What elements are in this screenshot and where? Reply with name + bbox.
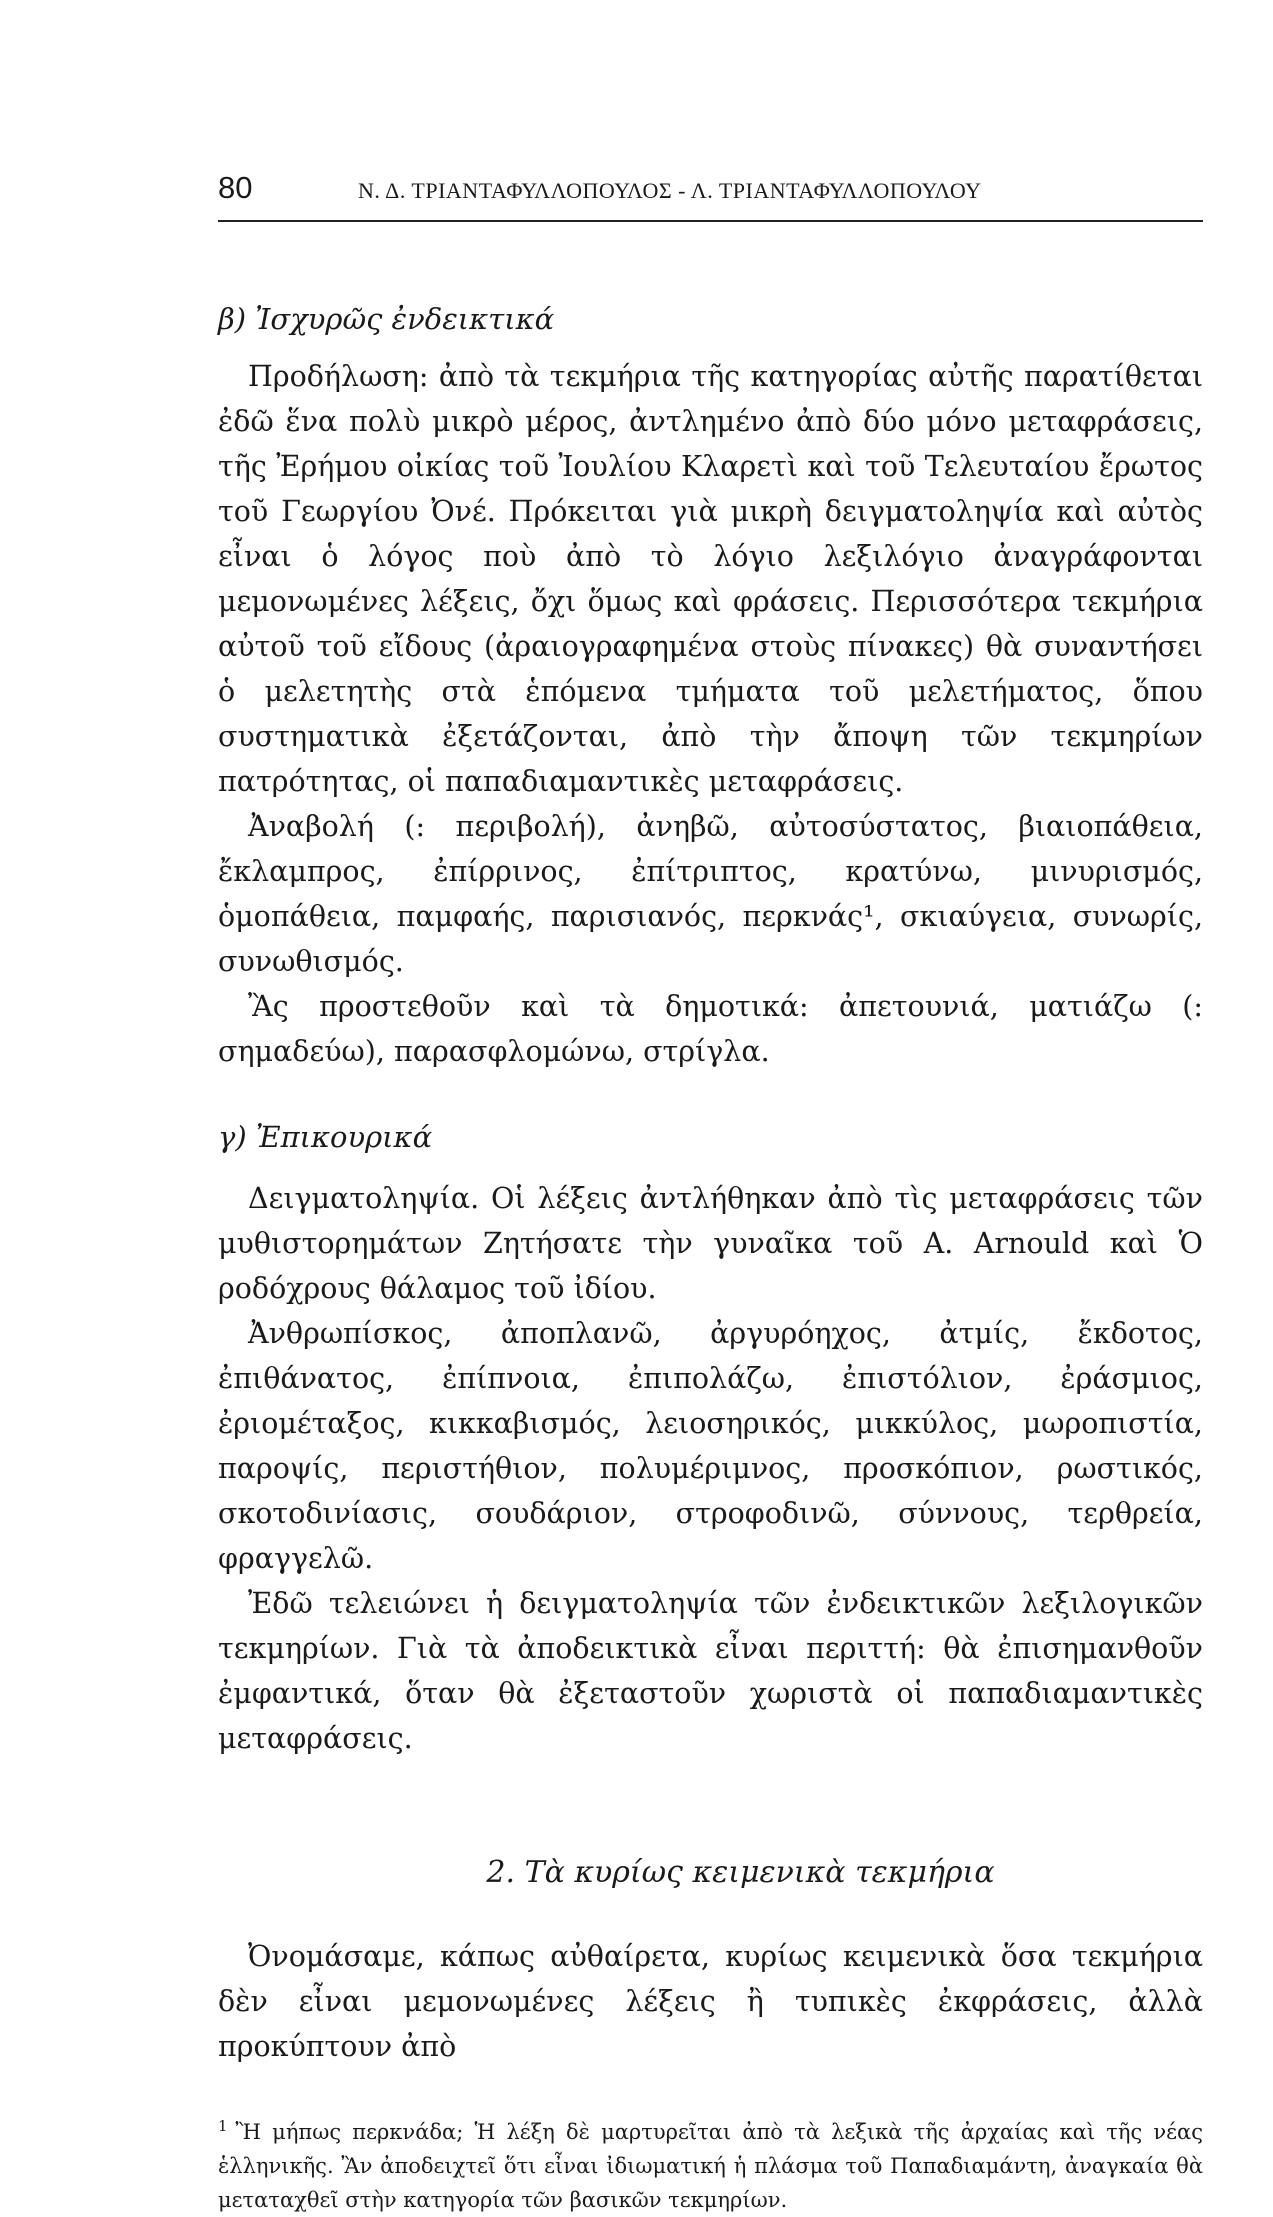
paragraph-g-2: Ἀνθρωπίσκος, ἀποπλανῶ, ἀργυρόηχος, ἀτμίς, ἔκδοτος, ἐπιθάνατος, ἐπίπνοια, ἐπιπολάζω, ἐπιστόλιον, ἐράσμιος, ἐριομέταξος, κικκαβισμός, λειοσηρικός, μικκύλος, μωροπιστία, παροψίς, περιστήθιον, πολυμέριμνος, προσκόπιον, ρωστικός, σκοτοδινίασις, σουδάριον, στροφοδινῶ, σύννους, τερθρεία, φραγγελῶ.: [218, 1317, 1203, 1575]
paragraph-2-1: Ὀνομάσαμε, κάπως αὐθαίρετα, κυρίως κειμενικὰ ὅσα τεκμήρια δὲν εἶναι μεμονωμένες λέξεις ἢ τυπικὲς ἐκφράσεις, ἀλλὰ προκύπτουν ἀπὸ: [218, 1940, 1203, 2063]
book-page: [218, 170, 1203, 2217]
paragraph-b-1: Προδήλωση: ἀπὸ τὰ τεκμήρια τῆς κατηγορίας αὐτῆς παρατίθεται ἐδῶ ἕνα πολὺ μικρὸ μέρος, ἀντλημένο ἀπὸ δύο μόνο μεταφράσεις, τῆς Ἐρήμου οἰκίας τοῦ Ἰουλίου Κλαρετὶ καὶ τοῦ Τελευταίου ἔρωτος τοῦ Γεωργίου Ὀνέ. Πρόκειται γιὰ μικρὴ δειγματοληψία καὶ αὐτὸς εἶναι ὁ λόγος ποὺ ἀπὸ τὸ λόγιο λεξιλόγιο ἀναγράφονται μεμονωμένες λέξεις, ὄχι ὅμως καὶ φράσεις. Περισσότερα τεκμήρια αὐτοῦ τοῦ εἴδους (ἀραιογραφημένα στοὺς πίνακες) θὰ συναντήσει ὁ μελετητὴς στὰ ἑπόμενα τμήματα τοῦ μελετήματος, ὅπου συστηματικὰ ἐξετάζονται, ἀπὸ τὴν ἄποψη τῶν τεκμηρίων πατρότητας, οἱ παπαδιαμαντικὲς μεταφράσεις.: [218, 360, 1203, 798]
paragraph-g-3: Ἐδῶ τελειώνει ἡ δειγματοληψία τῶν ἐνδεικτικῶν λεξιλογικῶν τεκμηρίων. Γιὰ τὰ ἀποδεικτικὰ εἶναι περιττή: θὰ ἐπισημανθοῦν ἐμφαντικά, ὅταν θὰ ἐξεταστοῦν χωριστὰ οἱ παπαδιαμαντικὲς μεταφράσεις.: [218, 1587, 1203, 1755]
subsection-heading-b: β) Ἰσχυρῶς ἐνδεικτικά: [218, 302, 555, 336]
page-number: 80: [218, 170, 253, 205]
footnote: [218, 2109, 1203, 2217]
running-head: [218, 170, 1203, 222]
section-heading-2: 2. Τὰ κυρίως κειμενικὰ τεκμήρια: [486, 1855, 995, 1890]
running-head-title: Ν. Δ. ΤΡΙΑΝΤΑΦΥΛΛΟΠΟΥΛΟΣ - Λ. ΤΡΙΑΝΤΑΦΥΛΛΟΠΟΥΛΟΥ: [358, 178, 982, 203]
paragraph-b-2: Ἀναβολή (: περιβολή), ἀνηβῶ, αὐτοσύστατος, βιαιοπάθεια, ἔκλαμπρος, ἐπίρρινος, ἐπίτριπτος, κρατύνω, μινυρισμός, ὁμοπάθεια, παμφαής, παρισιανός, περκνάς¹, σκιαύγεια, συνωρίς, συνωθισμός.: [218, 810, 1203, 978]
footnote-marker: 1: [218, 2117, 228, 2135]
paragraph-b-3: Ἂς προστεθοῦν καὶ τὰ δημοτικά: ἀπετουνιά, ματιάζω (: σημαδεύω), παρασφλομώνω, στρίγλα.: [218, 990, 1203, 1068]
footnote-text: Ἢ μήπως περκνάδα; Ἡ λέξη δὲ μαρτυρεῖται ἀπὸ τὰ λεξικὰ τῆς ἀρχαίας καὶ τῆς νέας ἑλληνικῆς. Ἂν ἀποδειχτεῖ ὅτι εἶναι ἰδιωματική ἡ πλάσμα τοῦ Παπαδιαμάντη, ἀναγκαία θὰ μεταταχθεῖ στὴν κατηγορία τῶν βασικῶν τεκμηρίων.: [218, 2120, 1203, 2212]
subsection-heading-g: γ) Ἐπικουρικά: [218, 1120, 433, 1154]
paragraph-g-1: Δειγματοληψία. Οἱ λέξεις ἀντλήθηκαν ἀπὸ τὶς μεταφράσεις τῶν μυθιστορημάτων Ζητήσατε τὴν γυναῖκα τοῦ A. Arnould καὶ Ὁ ροδόχρους θάλαμος τοῦ ἰδίου.: [218, 1182, 1203, 1305]
